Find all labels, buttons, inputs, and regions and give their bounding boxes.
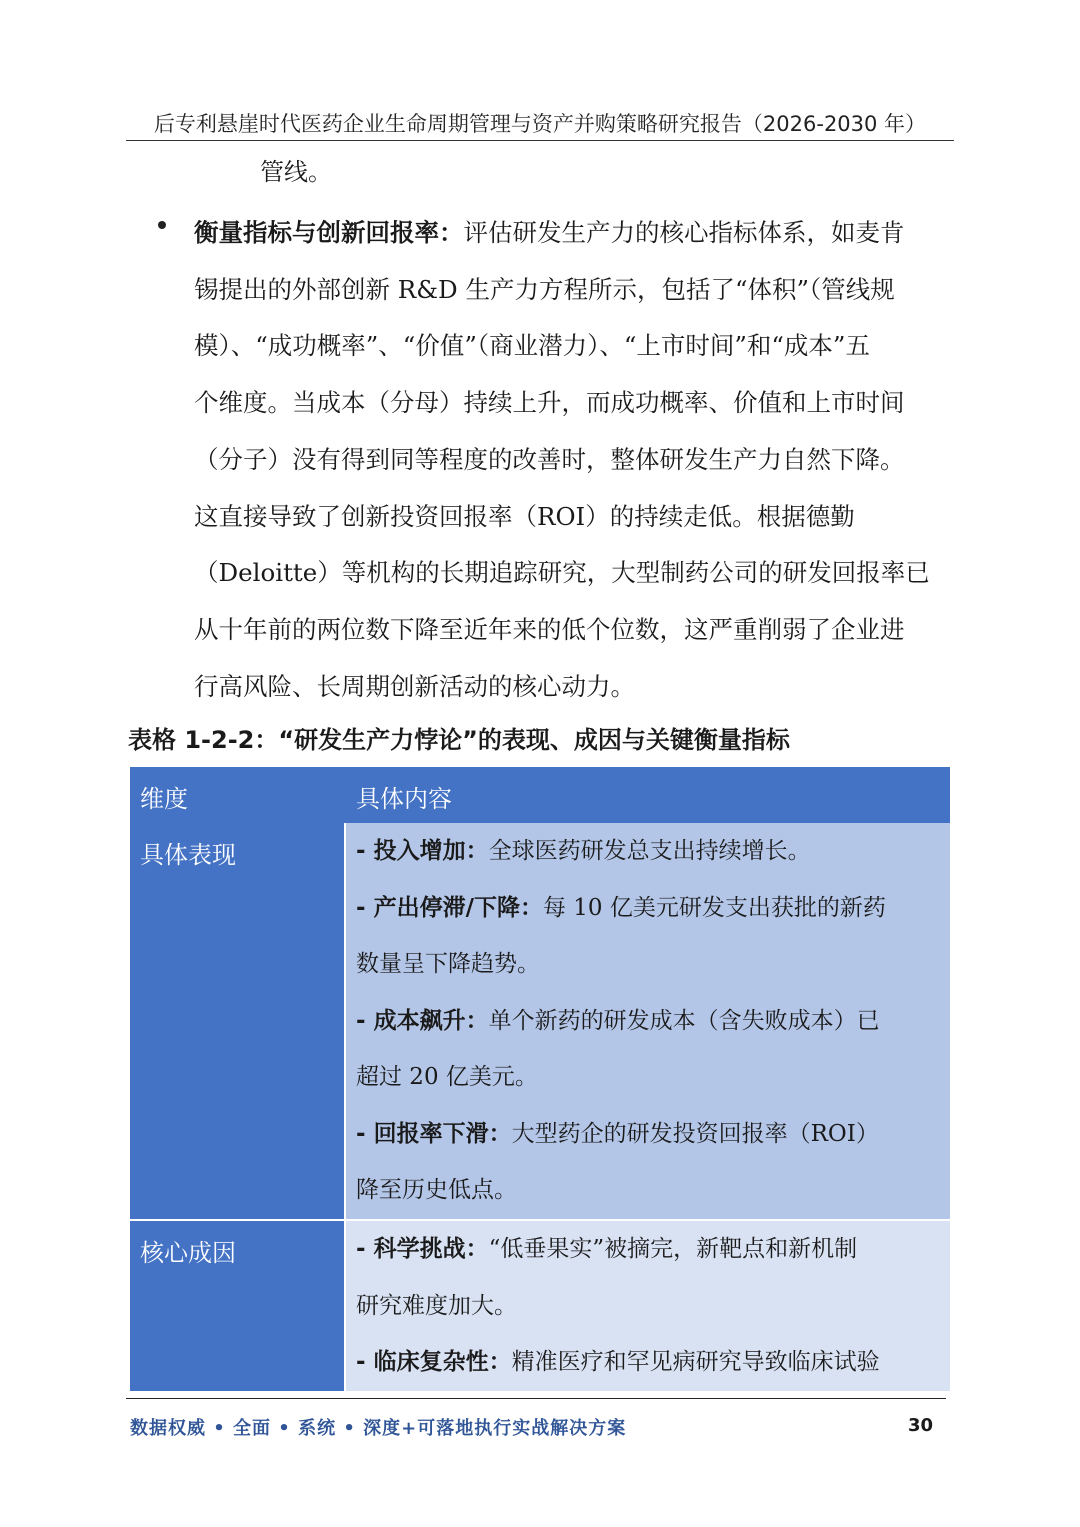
content-line [356, 823, 940, 880]
item-bold-lead: 产出停滞/下降： [373, 894, 543, 921]
content-line: 降至历史低点。 [356, 1177, 517, 1203]
paragraph-line: 锡提出的外部创新 R&D 生产力方程所示，包括了“体积”（管线规 [194, 274, 895, 304]
table-header-content: 具体内容 [356, 785, 452, 813]
paragraph-line: 这直接导致了创新投资回报率（ROI）的持续走低。根据德勤 [194, 501, 855, 531]
paragraph-line: （Deloitte）等机构的长期追踪研究，大型制药公司的研发回报率已 [194, 558, 930, 588]
item-bold-lead: 科学挑战： [373, 1236, 489, 1262]
footer-divider [126, 1398, 946, 1399]
content-line [356, 880, 940, 937]
table-row-content [346, 1221, 950, 1391]
page-number: 30 [908, 1415, 934, 1436]
item-prefix: - [356, 894, 374, 921]
item-text: 大型药企的研发投资回报率（ROI） [511, 1120, 879, 1147]
table-row-label [130, 1221, 344, 1391]
content-line: 研究难度加大。 [356, 1292, 517, 1319]
item-bold-lead: 投入增加： [373, 838, 489, 864]
paragraph-line [194, 205, 944, 262]
row-label-text: 具体表现 [140, 841, 236, 869]
paragraph-line: 行高风险、长周期创新活动的核心动力。 [194, 671, 635, 701]
content-line: 数量呈下降趋势。 [356, 951, 540, 977]
paragraph-line: （分子）没有得到同等程度的改善时，整体研发生产力自然下降。 [194, 444, 905, 474]
item-prefix: - [356, 1120, 374, 1147]
item-bold-lead: 回报率下滑： [373, 1120, 512, 1147]
paragraph-line-text: 评估研发生产力的核心指标体系，如麦肯 [463, 218, 905, 247]
table-header-dimension: 维度 [140, 785, 188, 813]
continuation-text: 管线。 [260, 158, 332, 186]
table-row-content [346, 823, 950, 1219]
bullet-icon [158, 221, 166, 229]
header-divider [126, 140, 954, 141]
paragraph-line: 模）、“成功概率”、“价值”（商业潜力）、“上市时间”和“成本”五 [194, 331, 870, 361]
item-text: 单个新药的研发成本（含失败成本）已 [488, 1007, 880, 1034]
item-prefix: - [356, 838, 374, 864]
item-text: 精准医疗和罕见病研究导致临床试验 [511, 1349, 880, 1375]
page-header-title: 后专利悬崖时代医药企业生命周期管理与资产并购策略研究报告（2026-2030 年） [153, 112, 927, 136]
item-text: “低垂果实”被摘完，新靶点和新机制 [488, 1236, 858, 1262]
bullet-paragraph [194, 205, 944, 715]
content-line [356, 1334, 940, 1391]
item-prefix: - [356, 1349, 374, 1375]
paragraph-line: 从十年前的两位数下降至近年来的低个位数，这严重削弱了企业进 [194, 614, 905, 644]
content-line: 超过 20 亿美元。 [356, 1064, 538, 1090]
paragraph-line: 个维度。当成本（分母）持续上升，而成功概率、价值和上市时间 [194, 388, 905, 418]
item-bold-lead: 成本飙升： [373, 1007, 489, 1034]
item-text: 每 10 亿美元研发支出获批的新药 [542, 894, 886, 921]
content-line [356, 1221, 940, 1278]
table-caption: 表格 1-2-2：“研发生产力悖论”的表现、成因与关键衡量指标 [128, 726, 790, 754]
bullet-lead: 衡量指标与创新回报率： [194, 218, 464, 247]
item-prefix: - [356, 1236, 374, 1262]
table-header-row [130, 767, 950, 823]
content-line [356, 1106, 940, 1163]
table-row-label [130, 823, 344, 1219]
item-text: 全球医药研发总支出持续增长。 [488, 838, 811, 864]
content-line [356, 993, 940, 1050]
footer-slogan: 数据权威 • 全面 • 系统 • 深度+可落地执行实战解决方案 [130, 1418, 627, 1439]
data-table [130, 767, 950, 1391]
item-prefix: - [356, 1007, 374, 1034]
row-label-text: 核心成因 [140, 1239, 236, 1267]
item-bold-lead: 临床复杂性： [373, 1349, 512, 1375]
